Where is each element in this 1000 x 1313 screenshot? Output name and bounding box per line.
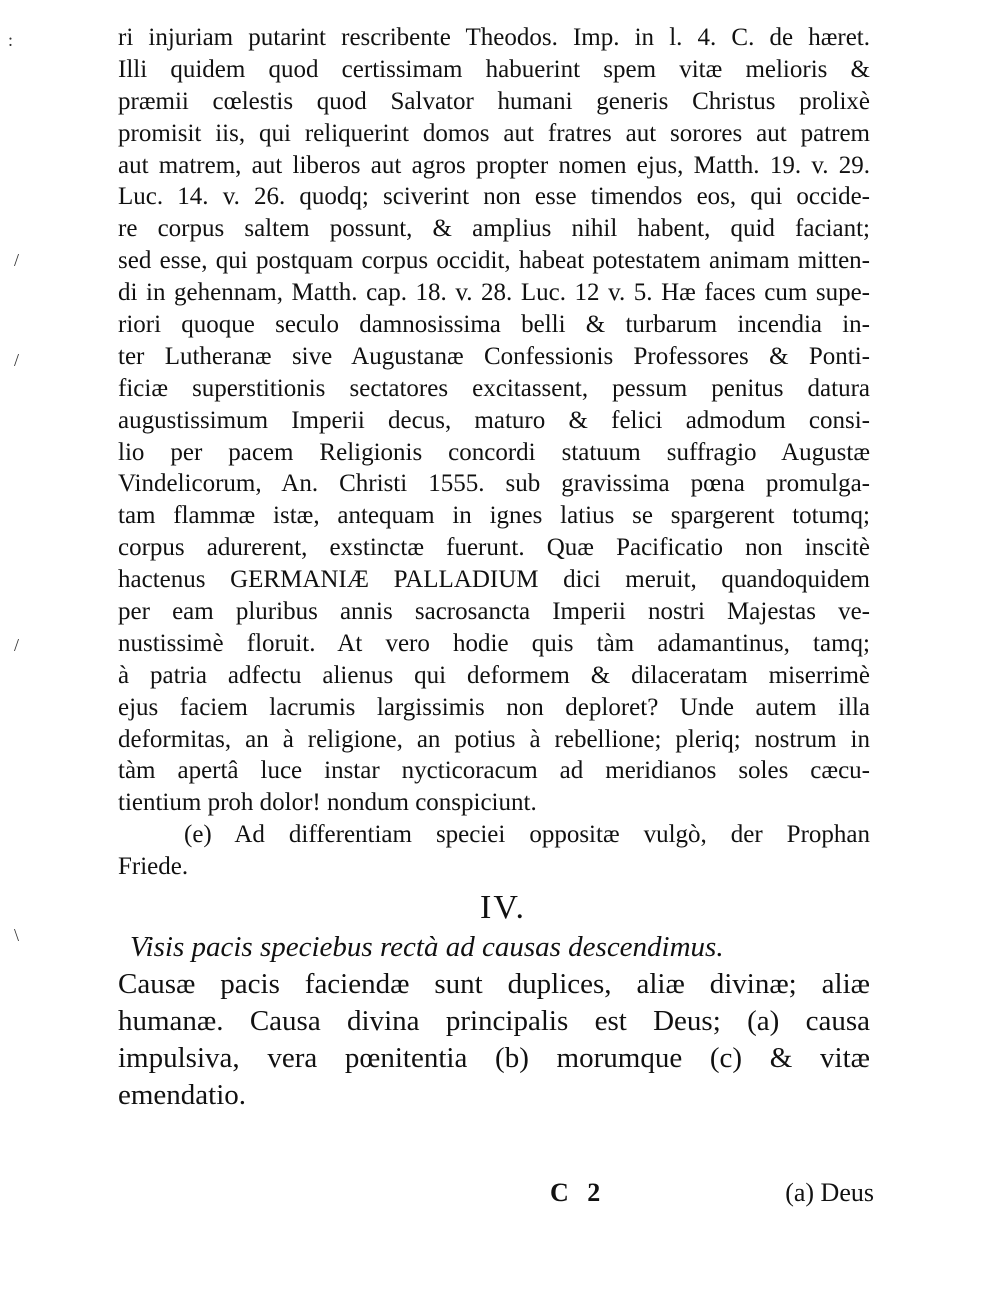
body-line: riori quoque seculo damnosissima belli & turbarum incendia in- xyxy=(118,311,870,339)
section-line: Causæ pacis faciendæ sunt duplices, aliæ divinæ; aliæ xyxy=(118,968,870,1001)
body-line: lio per pacem Religionis concordi statuum suffragio Augustæ xyxy=(118,438,870,466)
body-line: re corpus saltem possunt, & amplius nihil habent, quid faciant; xyxy=(118,215,870,243)
body-line: Luc. 14. v. 26. quodq; sciverint non esse timendos eos, qui occide- xyxy=(118,183,870,211)
body-line: Illi quidem quod certissimam habuerint spem vitæ melioris & xyxy=(118,55,870,83)
body-line: Vindelicorum, An. Christi 1555. sub gravissima pœna promulga- xyxy=(118,470,870,498)
margin-mark: : xyxy=(8,30,14,50)
section-line: humanæ. Causa divina principalis est Deus; (a) causa xyxy=(118,1005,870,1038)
body-line: ficiæ superstitionis sectatores excitassent, pessum penitus datura xyxy=(118,374,870,402)
body-line: corpus adurerent, exstinctæ fuerunt. Quæ Pacificatio non inscitè xyxy=(118,534,870,562)
margin-mark: / xyxy=(14,635,20,655)
body-line: hactenus GERMANIÆ PALLADIUM dici meruit, quandoquidem xyxy=(118,566,870,594)
main-text xyxy=(118,22,870,1114)
footnote-line: (e) Ad differentiam speciei oppositæ vulgò, der Prophan xyxy=(184,821,870,849)
section-line: emendatio. xyxy=(118,1079,247,1112)
body-line: sed esse, qui postquam corpus occidit, habeat potestatem animam mitten- xyxy=(118,247,870,275)
body-line: à patria adfectu alienus qui deformem & dilaceratam miserrimè xyxy=(118,661,870,689)
section-line: Visis pacis speciebus rectà ad causas descendimus. xyxy=(130,931,724,964)
body-line: augustissimum Imperii decus, maturo & felici admodum consi- xyxy=(118,406,870,434)
body-line: tam flammæ istæ, antequam in ignes latius se spargerent totumq; xyxy=(118,502,870,530)
section-line: impulsiva, vera pœnitentia (b) morumque (c) & vitæ xyxy=(118,1042,870,1075)
body-line: deformitas, an à religione, an potius à rebellione; pleriq; nostrum in xyxy=(118,725,870,753)
margin-mark: / xyxy=(14,350,20,370)
body-line: ri injuriam putarint rescribente Theodos. Imp. in l. 4. C. de hæret. xyxy=(118,24,870,51)
body-line: per eam pluribus annis sacrosancta Imperii nostri Majestas ve- xyxy=(118,598,870,626)
body-line: ejus faciem lacrumis largissimis non deploret? Unde autem illa xyxy=(118,693,870,721)
body-line: nustissimè floruit. At vero hodie quis tàm adamantinus, tamq; xyxy=(118,629,870,657)
footnote-line: Friede. xyxy=(118,853,189,881)
signature-mark: C 2 xyxy=(550,1178,607,1207)
catchword: (a) Deus xyxy=(785,1178,874,1207)
body-line: ter Lutheranæ sive Augustanæ Confessionis Professores & Ponti- xyxy=(118,342,870,370)
body-line: di in gehennam, Matth. cap. 18. v. 28. Luc. 12 v. 5. Hæ faces cum supe- xyxy=(118,279,870,307)
body-line: aut matrem, aut liberos aut agros propter nomen ejus, Matth. 19. v. 29. xyxy=(118,151,870,179)
body-line: tientium proh dolor! nondum conspiciunt. xyxy=(118,789,537,817)
body-line: præmii cœlestis quod Salvator humani generis Christus prolixè xyxy=(118,87,870,115)
body-line: promisit iis, qui reliquerint domos aut fratres aut sorores aut patrem xyxy=(118,119,870,147)
page-footer xyxy=(118,1178,874,1212)
margin-mark: / xyxy=(14,250,20,270)
body-line: tàm apertâ luce instar nycticoracum ad meridianos soles cæcu- xyxy=(118,757,870,785)
section-heading: IV. xyxy=(480,889,526,927)
margin-mark: \ xyxy=(14,925,20,945)
